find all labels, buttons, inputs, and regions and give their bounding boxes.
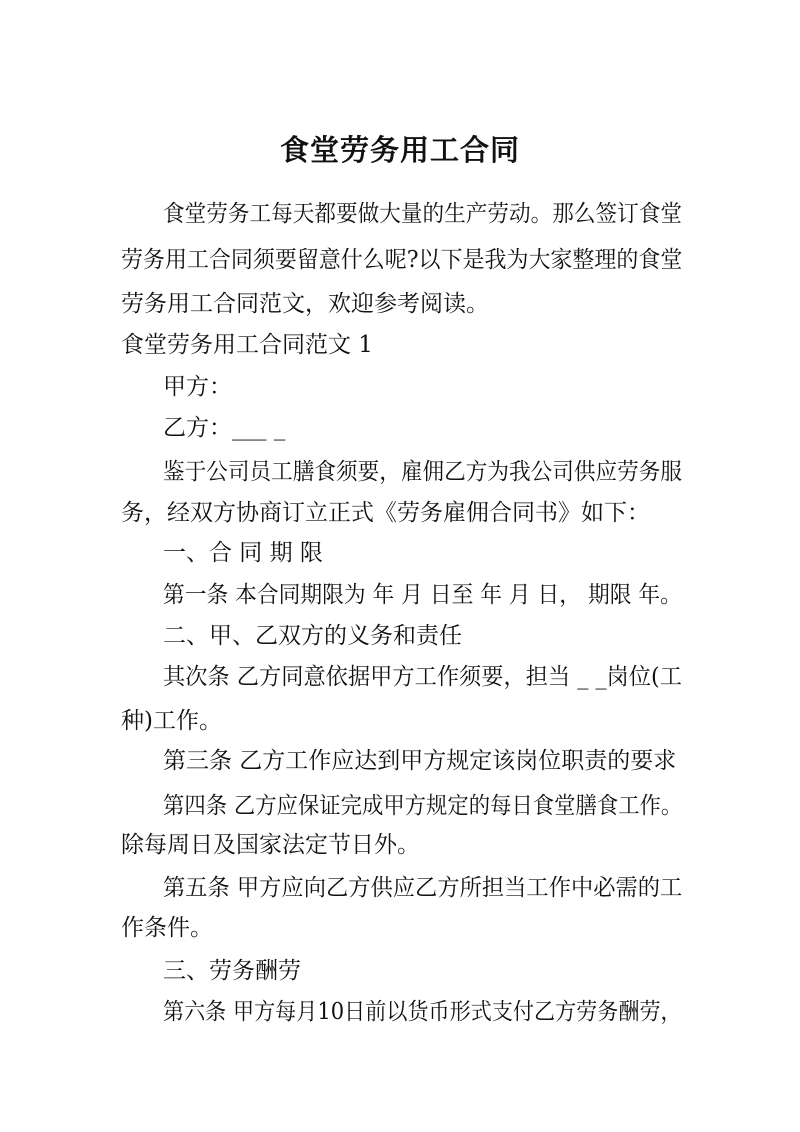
article-4-line-2: 除每周日及国家法定节日外。 — [121, 832, 420, 858]
sample-heading: 食堂劳务用工合同范文 1 — [121, 332, 373, 358]
article-5-line-1: 第五条 甲方应向乙方供应乙方所担当工作中必需的工 — [163, 875, 683, 901]
section-1-heading: 一、合 同 期 限 — [163, 540, 323, 566]
article-3-line: 第三条 乙方工作应达到甲方规定该岗位职责的要求 — [163, 748, 677, 774]
document-title: 食堂劳务用工合同 — [279, 133, 520, 167]
party-a-line: 甲方： — [163, 374, 232, 400]
section-2-heading: 二、甲、乙双方的义务和责任 — [163, 623, 462, 649]
intro-line-1: 食堂劳务工每天都要做大量的生产劳动。那么签订食堂 — [163, 201, 682, 227]
article-4-line-1: 第四条 乙方应保证完成甲方规定的每日食堂膳食工作。 — [163, 793, 683, 819]
article-1-line: 第一条 本合同期限为 年 月 日至 年 月 日， 期限 年。 — [163, 582, 682, 608]
intro-line-3: 劳务用工合同范文，欢迎参考阅读。 — [121, 291, 489, 317]
party-b-line: 乙方：___ _ — [163, 415, 286, 441]
article-2-line-1: 其次条 乙方同意依据甲方工作须要，担当 _ _岗位(工 — [163, 664, 682, 690]
preamble-line-1: 鉴于公司员工膳食须要，雇佣乙方为我公司供应劳务服 — [163, 459, 682, 485]
article-5-line-2: 作条件。 — [121, 915, 213, 941]
section-3-heading: 三、劳务酬劳 — [163, 958, 301, 984]
article-2-line-2: 种)工作。 — [121, 708, 222, 734]
intro-line-2: 劳务用工合同须要留意什么呢?以下是我为大家整理的食堂 — [121, 247, 683, 273]
article-6-line: 第六条 甲方每月10日前以货币形式支付乙方劳务酬劳， — [163, 999, 682, 1025]
preamble-line-2: 务，经双方协商订立正式《劳务雇佣合同书》如下： — [121, 500, 650, 526]
